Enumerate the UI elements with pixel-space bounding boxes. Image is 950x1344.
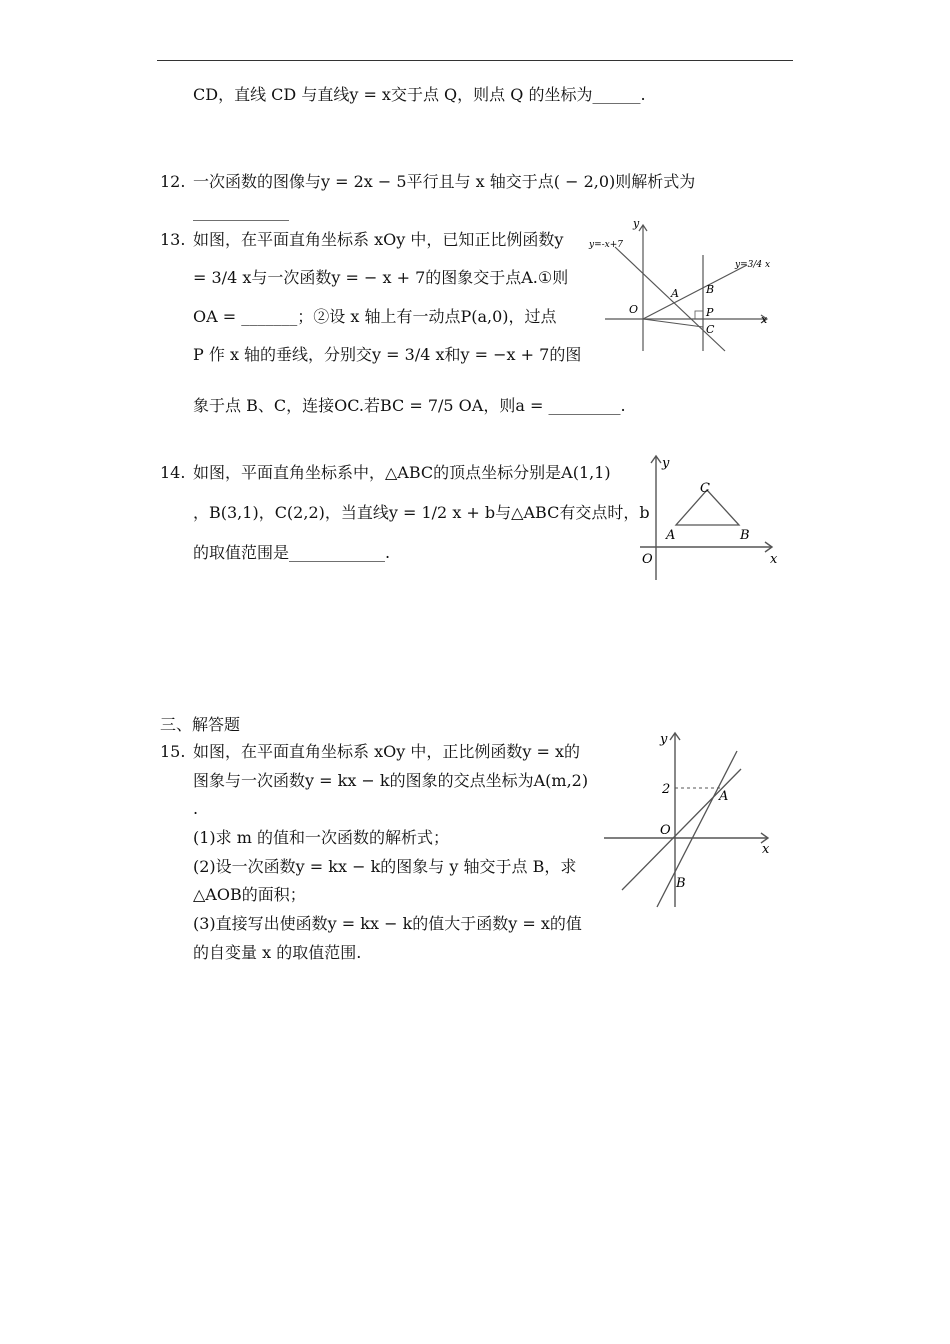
q13-label-a: A <box>671 287 679 300</box>
q14-label-x: x <box>770 552 778 567</box>
q14-text-line3: 的取值范围是____________. <box>193 543 391 562</box>
q12-number: 12. <box>160 172 186 191</box>
q13-text-line5: 象于点 B、C，连接OC.若BC = 7/5 OA，则a = _________. <box>193 396 626 415</box>
q15-part2-line1: (2)设一次函数y = kx − k的图象与 y 轴交于点 B，求 <box>193 857 577 876</box>
q15-label-x: x <box>762 842 770 857</box>
q13-label-c: C <box>706 323 715 336</box>
q15-label-two: 2 <box>662 782 671 797</box>
q15-label-y: y <box>660 732 668 747</box>
header-rule <box>157 60 793 61</box>
q15-label-a: A <box>719 789 729 804</box>
q15-text-line3: . <box>193 799 199 818</box>
q13-label-x: x <box>761 313 768 326</box>
q14-text-line2: ，B(3,1)，C(2,2)，当直线y = 1/2 x + b与△ABC有交点时，b <box>193 503 650 522</box>
q13-label-b: B <box>706 283 715 296</box>
q14-label-b: B <box>740 528 750 543</box>
q13-text-line3: OA = _______；②设 x 轴上有一动点P(a,0)，过点 <box>193 307 557 326</box>
q15-label-o: O <box>660 823 671 838</box>
q13-text-line2: = 3/4 x与一次函数y = − x + 7的图象交于点A.①则 <box>193 268 569 287</box>
q13-label-line-prop: y=3/4 x <box>735 260 771 270</box>
q14-figure <box>630 450 780 585</box>
q13-segment-oc <box>643 319 703 327</box>
q14-text-line1: 如图，平面直角坐标系中，△ABC的顶点坐标分别是A(1,1) <box>193 463 611 482</box>
q12-answer-blank: ____________ <box>193 202 289 221</box>
q15-part2-line2: △AOB的面积； <box>193 885 306 904</box>
q13-text-line1: 如图，在平面直角坐标系 xOy 中，已知正比例函数y <box>193 230 564 249</box>
q15-part1: (1)求 m 的值和一次函数的解析式； <box>193 828 450 847</box>
q15-number: 15. <box>160 742 186 761</box>
q13-figure <box>585 215 775 355</box>
q15-line-y-eq-x <box>622 769 741 890</box>
q13-label-o: O <box>629 303 639 316</box>
q13-label-y: y <box>633 217 640 230</box>
q15-figure <box>600 725 780 915</box>
q13-label-line-neg: y=-x+7 <box>589 240 624 250</box>
q13-text-line4: P 作 x 轴的垂线，分别交y = 3/4 x和y = −x + 7的图 <box>193 345 582 364</box>
q14-label-o: O <box>642 552 653 567</box>
q15-text-line1: 如图，在平面直角坐标系 xOy 中，正比例函数y = x的 <box>193 742 580 761</box>
q15-part3-line1: (3)直接写出使函数y = kx − k的值大于函数y = x的值 <box>193 914 582 933</box>
q13-right-angle <box>695 311 703 319</box>
q15-label-b: B <box>676 876 686 891</box>
q13-label-p: P <box>706 306 714 319</box>
q15-part3-line2: 的自变量 x 的取值范围. <box>193 943 362 962</box>
q12-text-line1: 一次函数的图像与y = 2x − 5平行且与 x 轴交于点( − 2,0)则解析式为 <box>193 172 696 191</box>
q11-continuation: CD，直线 CD 与直线y = x交于点 Q，则点 Q 的坐标为______. <box>193 85 646 104</box>
section-title: 三、解答题 <box>160 715 241 734</box>
q14-label-a: A <box>666 528 676 543</box>
q14-label-y: y <box>662 456 670 471</box>
q15-text-line2: 图象与一次函数y = kx − k的图象的交点坐标为A(m,2) <box>193 771 589 790</box>
q14-label-c: C <box>700 481 710 496</box>
q13-number: 13. <box>160 230 186 249</box>
q14-number: 14. <box>160 463 186 482</box>
